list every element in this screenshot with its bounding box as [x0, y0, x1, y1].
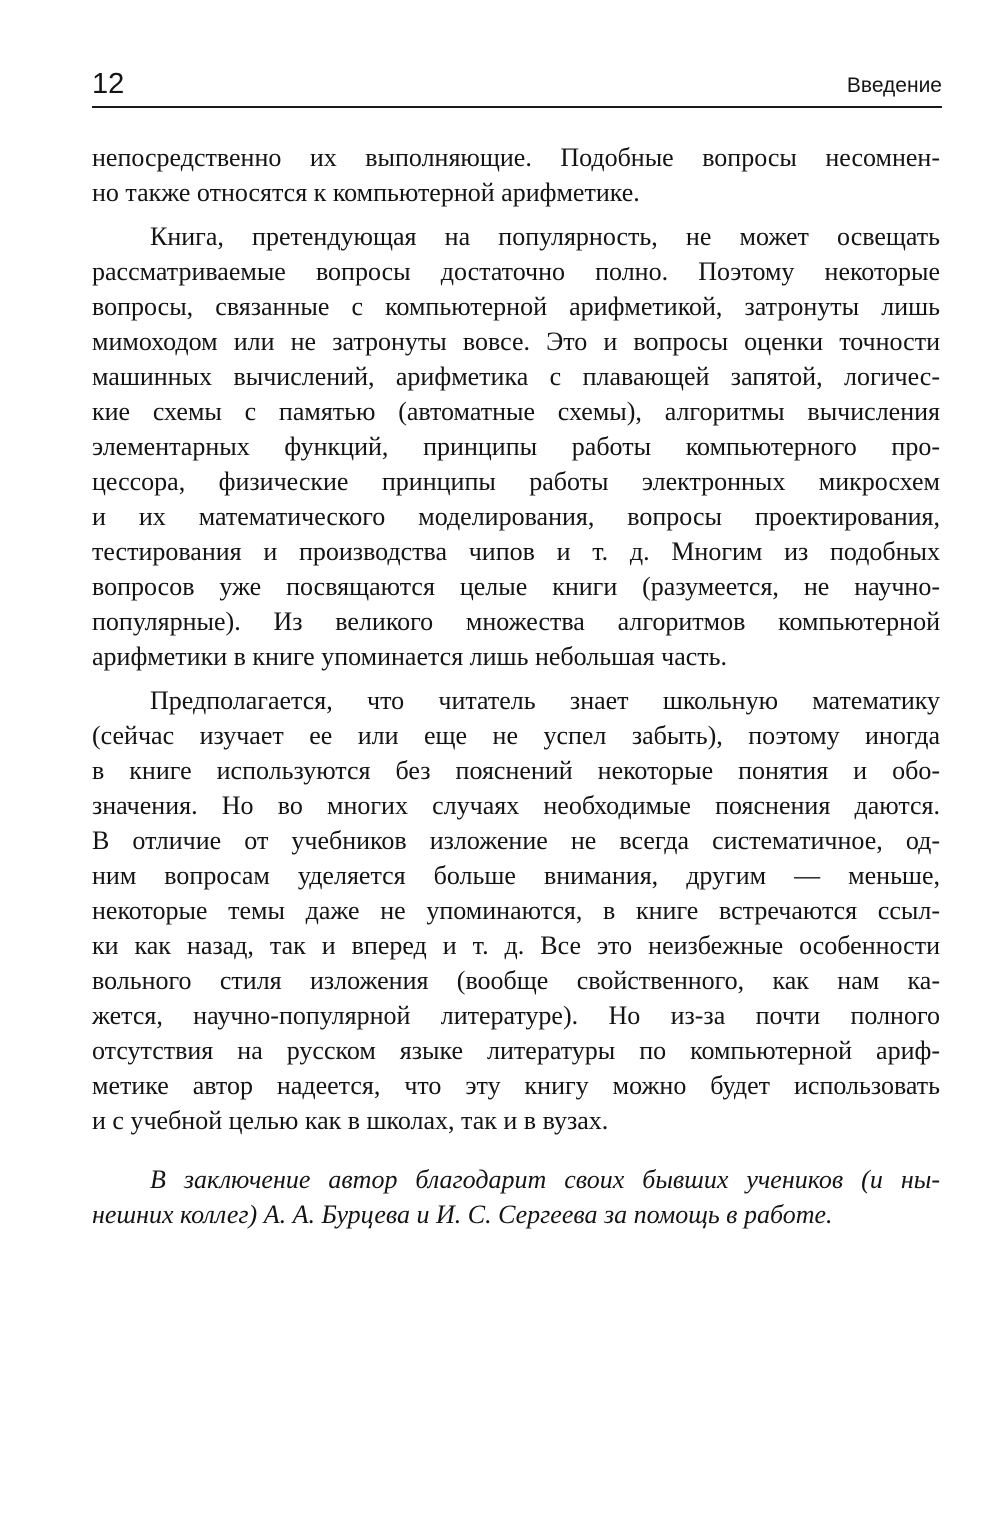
text-line: кие схемы с памятью (автоматные схемы), алгоритмы вычисления — [92, 397, 940, 426]
text-line: некоторые темы даже не упоминаются, в книге встречаются ссыл- — [92, 896, 940, 925]
text-line: мимоходом или не затронуты вовсе. Это и вопросы оценки точности — [92, 327, 940, 356]
text-line: вольного стиля изложения (вообще свойственного, как нам ка- — [92, 966, 940, 995]
text-line: но также относятся к компьютерной арифметике. — [92, 178, 640, 207]
text-line: популярные). Из великого множества алгоритмов компьютерной — [92, 607, 940, 636]
text-line: тестирования и производства чипов и т. д. Многим из подобных — [92, 537, 940, 566]
text-line: нешних коллег) А. А. Бурцева и И. С. Сергеева за помощь в работе. — [92, 1200, 833, 1229]
text-line: значения. Но во многих случаях необходимые пояснения даются. — [92, 791, 940, 820]
text-line: отсутствия на русском языке литературы по компьютерной ариф- — [92, 1036, 940, 1065]
text-line: вопросов уже посвящаются целые книги (разумеется, не научно- — [92, 572, 940, 601]
paragraph-scope — [92, 219, 940, 674]
section-title: Введение — [846, 74, 942, 97]
body-text — [92, 140, 940, 1232]
text-line: В отличие от учебников изложение не всегда систематичное, од- — [92, 826, 940, 855]
text-line: и их математического моделирования, вопросы проектирования, — [92, 502, 940, 531]
text-line: метике автор надеется, что эту книгу можно будет использовать — [92, 1071, 940, 1100]
text-line: Предполагается, что читатель знает школьную математику — [150, 686, 940, 715]
text-line: машинных вычислений, арифметика с плавающей запятой, логичес- — [92, 362, 940, 391]
text-line: (сейчас изучает ее или еще не успел забыть), поэтому иногда — [92, 721, 940, 750]
text-line: жется, научно-популярной литературе). Но из-за почти полного — [92, 1001, 940, 1030]
paragraph-continuation — [92, 140, 940, 210]
text-line: и с учебной целью как в школах, так и в вузах. — [92, 1106, 609, 1135]
text-line: арифметики в книге упоминается лишь небольшая часть. — [92, 642, 728, 671]
paragraph-reader — [92, 683, 940, 1138]
text-line: в книге используются без пояснений некоторые понятия и обо- — [92, 756, 940, 785]
running-header — [92, 66, 942, 108]
paragraph-acknowledgements — [92, 1162, 940, 1232]
text-line: В заключение автор благодарит своих бывших учеников (и ны- — [150, 1165, 940, 1194]
text-line: Книга, претендующая на популярность, не может освещать — [150, 222, 940, 251]
text-line: ки как назад, так и вперед и т. д. Все это неизбежные особенности — [92, 931, 940, 960]
page-number: 12 — [92, 68, 125, 100]
text-line: вопросы, связанные с компьютерной арифметикой, затронуты лишь — [92, 292, 940, 321]
text-line: элементарных функций, принципы работы компьютерного про- — [92, 432, 940, 461]
text-line: рассматриваемые вопросы достаточно полно. Поэтому некоторые — [92, 257, 940, 286]
text-line: ним вопросам уделяется больше внимания, другим — меньше, — [92, 861, 940, 890]
text-line: непосредственно их выполняющие. Подобные вопросы несомнен- — [92, 143, 940, 172]
text-line: цессора, физические принципы работы электронных микросхем — [92, 467, 940, 496]
